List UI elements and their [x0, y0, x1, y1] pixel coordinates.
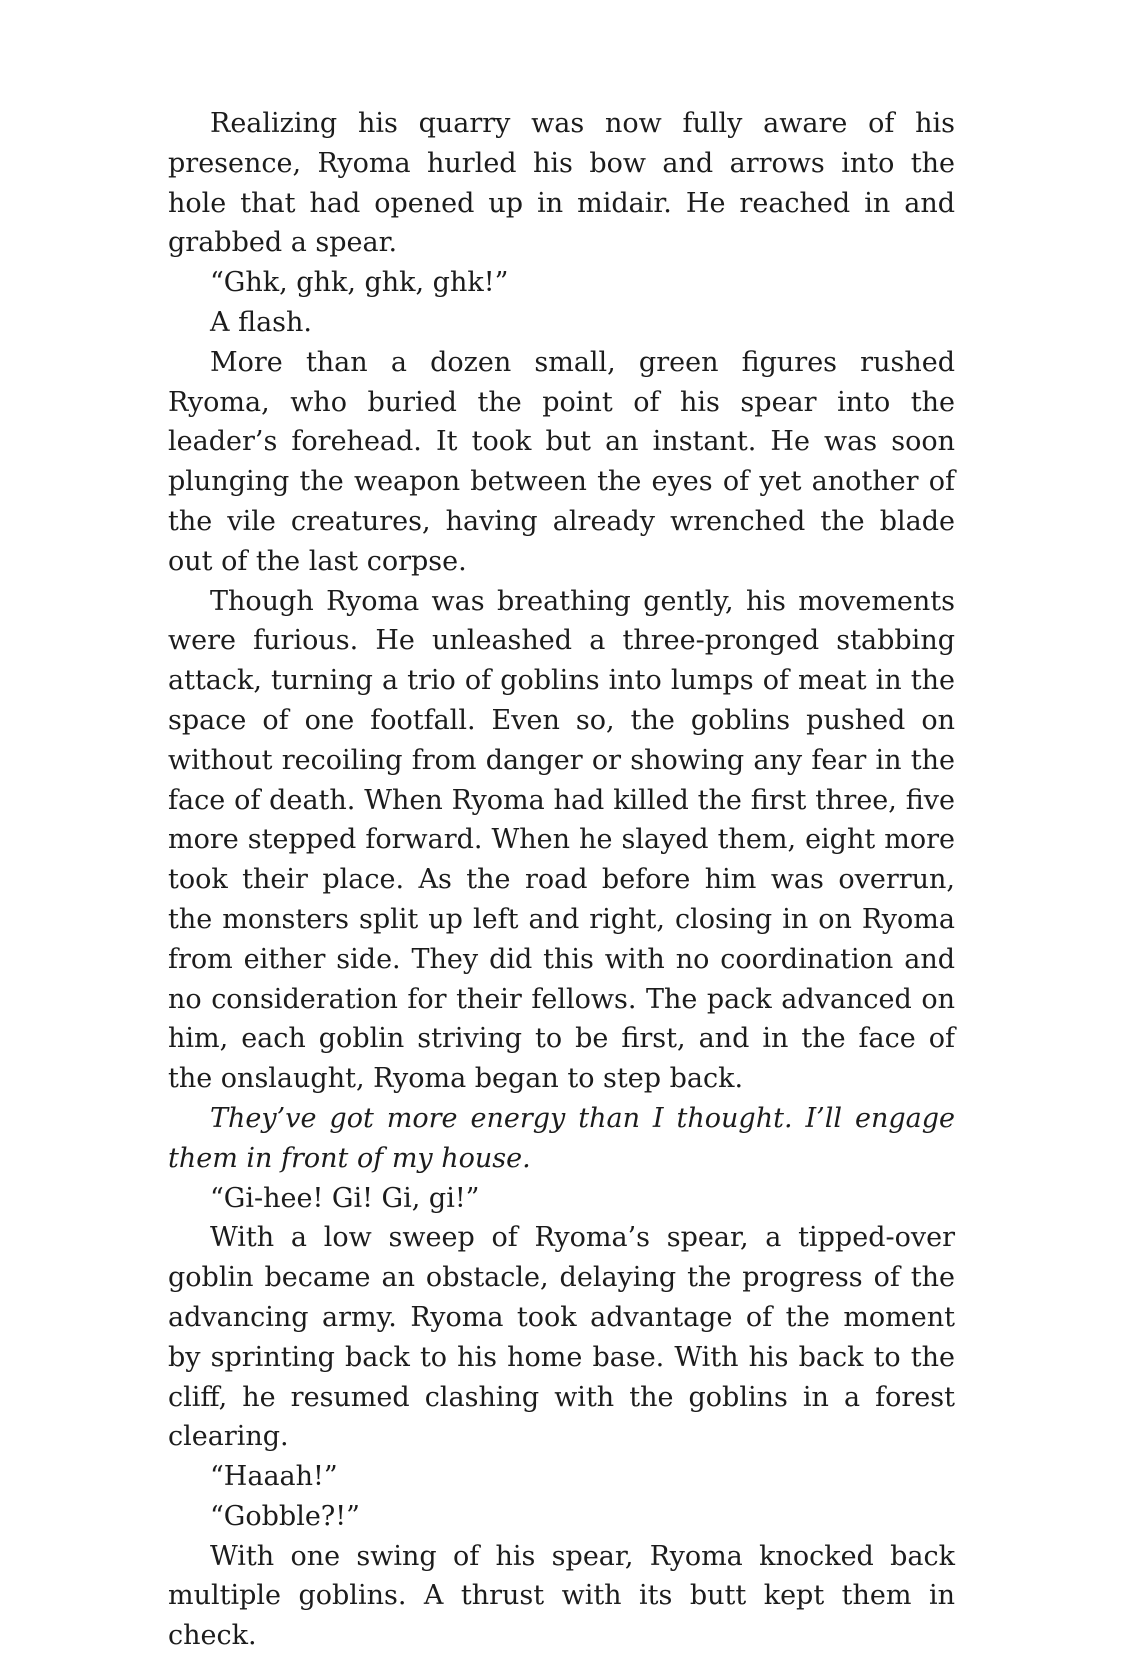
paragraph-green-figures-rush: More than a dozen small, green figures rushed Ryoma, who buried the point of his spear into the leader’s forehead. It took but an instant. He was soon plunging the weapon between the eyes of yet another of the vile creatures, having already wrenched the blade out of the last corpse. [168, 346, 955, 577]
page-body [168, 104, 955, 1656]
paragraph-goblin-cry-gihee: “Gi-hee! Gi! Gi, gi!” [210, 1182, 480, 1214]
paragraph-gobble: “Gobble?!” [210, 1500, 360, 1532]
paragraph-quarry-aware: Realizing his quarry was now fully aware of his presence, Ryoma hurled his bow and arrows into the hole that had opened up in midair. He reached in and grabbed a spear. [168, 108, 955, 259]
paragraph-ryoma-attack: Though Ryoma was breathing gently, his movements were furious. He unleashed a three-pronged stabbing attack, turning a trio of goblins into lumps of meat in the space of one footfall. Even so, the goblins pushed on without recoiling from danger or showing any fear in the face of death. When Ryoma had killed the first three, five more stepped forward. When he slayed them, eight more took their place. As the road before him was overrun, the monsters split up left and right, closing in on Ryoma from either side. They did this with no coordination and no consideration for their fellows. The pack advanced on him, each goblin striving to be first, and in the face of the onslaught, Ryoma began to step back. [168, 585, 955, 1095]
paragraph-spear-swing: With one swing of his spear, Ryoma knocked back multiple goblins. A thrust with its butt kept them in check. [168, 1540, 955, 1652]
paragraph-inner-thought: They’ve got more energy than I thought. I’ll engage them in front of my house. [168, 1102, 955, 1174]
paragraph-low-sweep: With a low sweep of Ryoma’s spear, a tipped-over goblin became an obstacle, delaying the progress of the advancing army. Ryoma took advantage of the moment by sprinting back to his home base. With his back to the cliff, he resumed clashing with the goblins in a forest clearing. [168, 1222, 955, 1453]
paragraph-goblin-cry-ghk: “Ghk, ghk, ghk, ghk!” [210, 267, 509, 299]
paragraph-flash: A flash. [210, 306, 313, 338]
paragraph-haaah: “Haaah!” [210, 1461, 338, 1493]
